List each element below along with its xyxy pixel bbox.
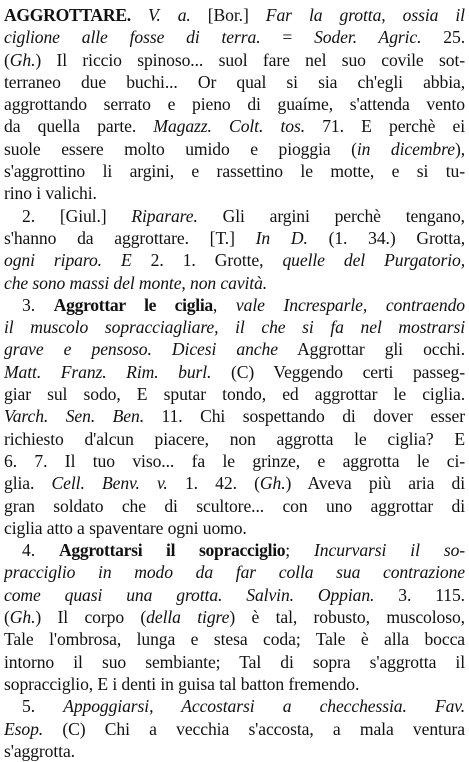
text-run: s'aggrotta. (4, 740, 75, 761)
headword: AGGROTTARE. (4, 5, 131, 25)
text-line (4, 361, 465, 383)
italic-text: ogni riparo. E (4, 250, 132, 271)
text-run: Aggrottar gli occhi. (277, 339, 465, 360)
text-run: intorno il suo sembiante; Tal di sopra s'aggrotta il (4, 651, 465, 672)
text-run: gran soldato che di scultore... con uno aggrottar di (4, 495, 465, 516)
text-line (4, 695, 465, 717)
text-line (4, 651, 465, 673)
text-line (4, 4, 465, 26)
text-run: 2. [Giul.] (22, 205, 132, 226)
text-line (4, 227, 465, 249)
text-line (4, 182, 465, 204)
text-run: ciglia atto a spaventare ogni uomo. (4, 517, 247, 538)
italic-text: Gh. (9, 49, 36, 70)
text-line (4, 49, 465, 71)
text-line (4, 294, 465, 316)
text-run: suole essere molto umido e pioggia ( (4, 138, 357, 159)
text-line (4, 472, 465, 494)
italic-text: in dicembre (356, 138, 455, 159)
text-run: ; (285, 540, 315, 561)
text-run: 3. (22, 294, 54, 315)
text-run: terraneo due buchi... Or qual si sia ch'egli abbia, (4, 71, 465, 92)
text-line (4, 93, 465, 115)
text-run: Gli argini perchè tengano, (197, 205, 465, 226)
text-run: 11. Chi sospettando di dover esser (144, 406, 465, 427)
italic-text: Varch. Sen. Ben. (4, 406, 144, 427)
text-line (4, 450, 465, 472)
italic-text: che sono massi del monte, non cavità. (4, 272, 268, 293)
text-run: 4. (22, 540, 59, 561)
text-line (4, 628, 465, 650)
text-run: 71. E perchè ei (305, 116, 465, 137)
text-line (4, 740, 465, 762)
text-run: = (260, 27, 315, 48)
text-line (4, 71, 465, 93)
text-line (4, 26, 465, 48)
text-run: aggrottando serrato e pieno di guaíme, s'attenda vento (4, 94, 465, 115)
italic-text: Esop. (4, 718, 44, 739)
text-line (4, 383, 465, 405)
text-line (4, 316, 465, 338)
headword: Aggrottarsi il sopracciglio (58, 540, 286, 561)
text-run: richiesto d'alcun piacere, non aggrotta le ciglia? E (4, 428, 465, 449)
text-run: ) è tal, robusto, muscoloso, (229, 607, 465, 628)
text-line (4, 205, 465, 227)
entry-aggrottare (4, 4, 465, 762)
italic-text: pracciglio in modo da far colla sua contrazione (4, 562, 465, 583)
text-line (4, 495, 465, 517)
italic-text: Far la grotta, ossia il (265, 5, 465, 25)
text-run: 1. 42. ( (167, 473, 260, 494)
italic-text: Soder. Agric. (314, 27, 422, 48)
text-line (4, 428, 465, 450)
text-run: 6. 7. Il tuo viso... fa le grinze, e aggrotta le ci- (4, 450, 465, 471)
text-line (4, 606, 465, 628)
text-run: sopracciglio, E i denti in guisa tal batton fremendo. (4, 673, 360, 694)
italic-text: V. a. (147, 5, 191, 25)
text-run: da quella parte. (4, 116, 154, 137)
text-line (4, 338, 465, 360)
text-run: ( (4, 49, 10, 70)
italic-text: il muscolo sopracciagliare, il che si fa nel mostrarsi (4, 317, 465, 338)
italic-text: Gh. (9, 607, 36, 628)
text-run: 3. 115. (374, 584, 465, 605)
text-run: ) Il riccio spinoso... suol fare nel suo covile sot- (35, 49, 465, 70)
text-line (4, 405, 465, 427)
text-line (4, 138, 465, 160)
text-line (4, 249, 465, 271)
text-run: (C) Veggendo certi passeg- (211, 361, 465, 382)
text-line (4, 517, 465, 539)
text-line (4, 561, 465, 583)
italic-text: vale Incresparle, contraendo (235, 294, 465, 315)
text-run: ) Il corpo ( (35, 607, 147, 628)
italic-text: Cell. Benv. v. (51, 473, 168, 494)
italic-text: Appoggiarsi, Accostarsi a checchessia. Fav. (63, 696, 465, 717)
text-run: 2. 1. Grotte, (131, 250, 283, 271)
italic-text: In D. (255, 227, 308, 248)
text-run: (C) Chi a vecchia s'accosta, a mala ventura (43, 718, 465, 739)
text-line (4, 584, 465, 606)
text-line (4, 115, 465, 137)
headword: Aggrottar le ciglia (53, 294, 213, 315)
italic-text: grave e pensoso. Dicesi anche (4, 339, 278, 360)
text-run: ( (4, 607, 10, 628)
text-line (4, 160, 465, 182)
italic-text: Incurvarsi il so- (314, 540, 465, 561)
italic-text: Magazz. Colt. tos. (153, 116, 306, 137)
text-run: rino i valichi. (4, 183, 97, 204)
text-run: 25. (421, 27, 465, 48)
italic-text: come quasi una grotta. Salvin. Oppian. (4, 584, 375, 605)
text-run: glia. (4, 473, 52, 494)
italic-text: della tigre (146, 607, 230, 628)
italic-text: Riparare. (131, 205, 198, 226)
text-run: 5. (22, 696, 64, 717)
italic-text: Matt. Franz. Rim. burl. (4, 361, 212, 382)
text-line (4, 272, 465, 294)
italic-text: quelle del Purgatorio, (282, 250, 465, 271)
text-line (4, 718, 465, 740)
text-run (131, 5, 148, 25)
italic-text: Gh. (259, 473, 286, 494)
text-run: , (212, 294, 236, 315)
text-run: s'aggrottino li argini, e rassettino le motte, e si tu- (4, 161, 465, 182)
text-run: ), (454, 138, 465, 159)
italic-text: ciglione alle fosse di terra. (4, 27, 261, 48)
text-run: [Bor.] (190, 5, 266, 25)
text-run: Tale l'ombrosa, lunga e stesa coda; Tale è alla bocca (4, 629, 465, 650)
text-run: ) Aveva più aria di (285, 473, 465, 494)
text-line (4, 673, 465, 695)
text-run: s'hanno da aggrottare. [T.] (4, 227, 256, 248)
text-run: (1. 34.) Grotta, (307, 227, 465, 248)
text-run: giar sul sodo, E sputar tondo, ed aggrottar le ciglia. (4, 384, 465, 405)
text-line (4, 539, 465, 561)
